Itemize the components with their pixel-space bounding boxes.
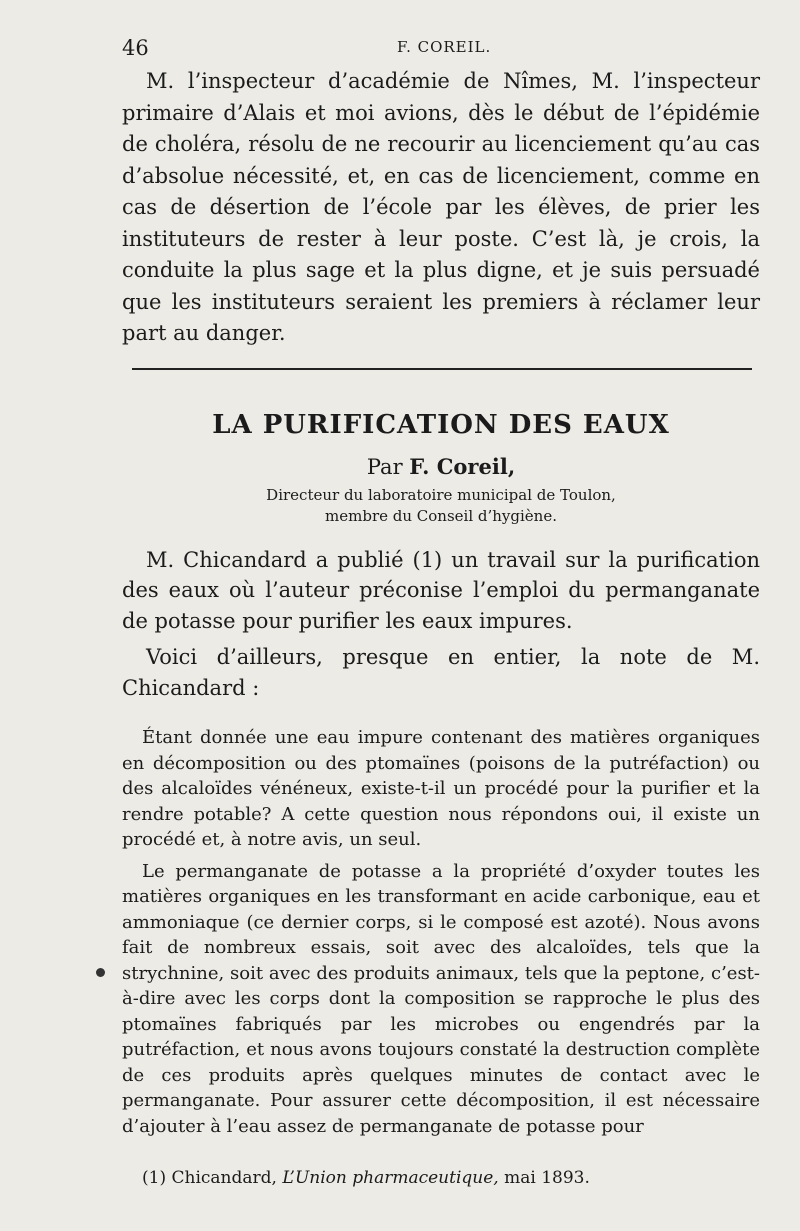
author-affiliation	[122, 485, 760, 527]
article-title: LA PURIFICATION DES EAUX	[212, 409, 670, 440]
author-name: F. Coreil,	[409, 453, 516, 479]
section-divider	[132, 368, 752, 370]
intro-paragraph: M. l’inspecteur d’académie de Nîmes, M. l’inspecteur primaire d’Alais et moi avions, dès le début de l’épidémie de choléra, résolu de ne recourir au licenciement qu’au cas d’absolue nécessité, et, en cas de licenciement, comme en cas de désertion de l’école par les élèves, de prier les instituteurs de rester à leur poste. C’est là, je crois, la conduite la plus sage et la plus digne, et je suis persuadé que les instituteurs seraient les premiers à réclamer leur part au danger.	[122, 69, 760, 345]
body-paragraph-1: M. Chicandard a publié (1) un travail sur la purification des eaux où l’auteur préconise l’emploi du permanganate de potasse pour purifier les eaux impures.	[122, 547, 760, 633]
footnote-marker: (1) Chicandard,	[142, 1168, 277, 1188]
footnote	[142, 1168, 590, 1188]
affiliation-line-1: Directeur du laboratoire municipal de Toulon,	[266, 485, 616, 504]
quote-paragraph-1: Étant donnée une eau impure contenant des matières organiques en décomposition ou des ptomaïnes (poisons de la putréfaction) ou des alcaloïdes vénéneux, existe-t-il un procédé pour la purifier et la rendre potable? A cette question nous répondons oui, il existe un procédé et, à notre avis, un seul.	[122, 727, 760, 850]
footnote-date: mai 1893.	[504, 1168, 590, 1188]
footnote-journal: L’Union pharmaceutique,	[282, 1168, 499, 1188]
running-head-author: F. COREIL.	[397, 38, 492, 56]
body-paragraph-2: Voici d’ailleurs, presque en entier, la note de M. Chicandard :	[122, 645, 760, 700]
page-number: 46	[122, 36, 149, 60]
quote-paragraph-2: Le permanganate de potasse a la propriété d’oxyder toutes les matières organiques en les transformant en acide carbonique, eau et ammoniaque (ce dernier corps, si le composé est azoté). Nous avons fait de nombreux essais, soit avec des alcaloïdes, tels que la strychnine, soit avec des produits animaux, tels que la peptone, c’est-à-dire avec les corps dont la composition se rapproche le plus des ptomaïnes fabriqués par les microbes ou engendrés par la putréfaction, et nous avons toujours constaté la destruction complète de ces produits après quelques minutes de contact avec le permanganate. Pour assurer cette décomposition, il est nécessaire d’ajouter à l’eau assez de permanganate de potasse pour	[122, 860, 760, 1137]
affiliation-line-2: membre du Conseil d’hygiène.	[325, 506, 557, 525]
byline	[122, 454, 760, 479]
running-head	[122, 32, 760, 66]
byline-prefix: Par	[366, 454, 403, 479]
ink-spot-mark	[96, 968, 105, 977]
